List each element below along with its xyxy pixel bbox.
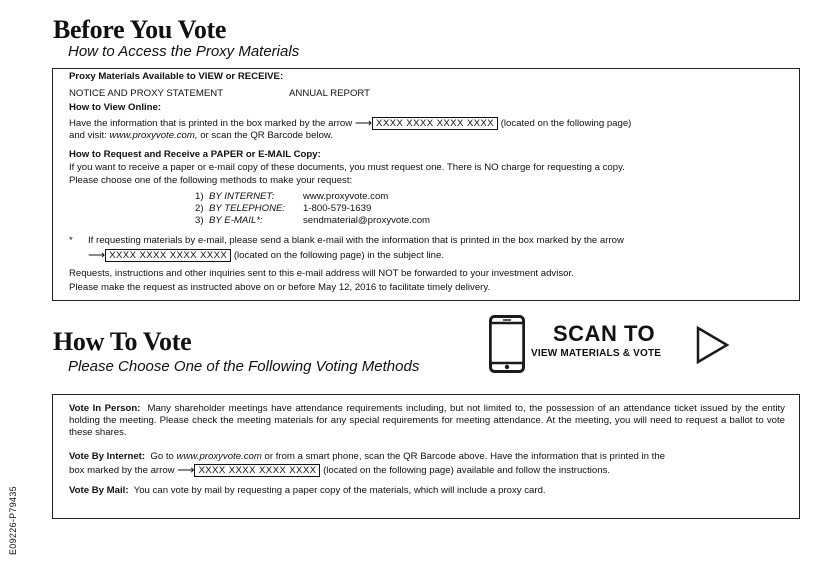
view-heading: How to View Online: — [69, 102, 162, 113]
vote-by-internet: Vote By Internet: Go to www.proxyvote.com or from a smart phone, scan the QR Barcode above. Have the information that is printed in the — [69, 451, 665, 462]
control-code-box: XXXX XXXX XXXX XXXX — [105, 249, 231, 262]
scan-subtitle: VIEW MATERIALS & VOTE — [531, 348, 662, 359]
proxyvote-link[interactable]: www.proxyvote.com, — [109, 130, 198, 141]
arrow-right-icon: ⟶ — [88, 248, 106, 262]
play-triangle-icon — [696, 326, 730, 364]
request-text-1: If you want to receive a paper or e-mail copy of these documents, you must request one. There is NO charge for requesting a copy. — [69, 162, 625, 173]
vote-by-internet-line-2: box marked by the arrow ⟶ XXXX XXXX XXXX XXXX (located on the following page) available and follow the instructions. — [69, 463, 611, 477]
control-code-box: XXXX XXXX XXXX XXXX — [194, 464, 320, 477]
proxyvote-link[interactable]: www.proxyvote.com — [176, 451, 262, 462]
arrow-right-icon: ⟶ — [177, 463, 195, 477]
method-email-value[interactable]: sendmaterial@proxyvote.com — [303, 215, 431, 226]
footnote-text: If requesting materials by e-mail, please send a blank e-mail with the information that is printed in the box marked by the arrow — [88, 235, 624, 246]
request-text-2: Please choose one of the following methods to make your request: — [69, 175, 353, 186]
footnote-line-2: ⟶ XXXX XXXX XXXX XXXX (located on the following page) in the subject line. — [88, 248, 444, 262]
view-line-2: and visit: www.proxyvote.com, or scan the QR Barcode below. — [69, 130, 333, 141]
method-telephone-value[interactable]: 1-800-579-1639 — [303, 203, 372, 214]
method-telephone: 2) BY TELEPHONE: 1-800-579-1639 — [195, 203, 430, 215]
request-methods — [195, 191, 430, 227]
material-notice: NOTICE AND PROXY STATEMENT — [69, 88, 224, 99]
access-materials-box — [52, 68, 800, 301]
control-code-box: XXXX XXXX XXXX XXXX — [372, 117, 498, 130]
before-subtitle: How to Access the Proxy Materials — [68, 43, 300, 60]
footnote-star: * — [69, 235, 73, 246]
scan-title: SCAN TO — [553, 321, 656, 346]
method-email: 3) BY E-MAIL*: sendmaterial@proxyvote.com — [195, 215, 431, 226]
vote-in-person: Vote In Person: Many shareholder meetings have attendance requirements including, but not limited to, the possession of an attendance ticket issued by the entity holding the meeting. Please check the meeting materials for any special requirements for meeting attendance. At the meeting, you will need to request a ballot to vote these shares. — [69, 403, 785, 438]
note-deadline: Please make the request as instructed above on or before May 12, 2016 to facilitate timely delivery. — [69, 282, 491, 293]
smartphone-icon — [489, 315, 525, 373]
method-internet: 1) BY INTERNET: www.proxyvote.com — [195, 191, 430, 203]
vote-by-mail: Vote By Mail: You can vote by mail by requesting a paper copy of the materials, which will include a proxy card. — [69, 485, 546, 496]
how-subtitle: Please Choose One of the Following Voting Methods — [68, 358, 420, 375]
available-heading: Proxy Materials Available to VIEW or RECEIVE: — [69, 71, 284, 82]
method-internet-value[interactable]: www.proxyvote.com — [303, 191, 389, 202]
arrow-right-icon: ⟶ — [354, 116, 373, 130]
how-title: How To Vote — [53, 327, 192, 356]
note-advisor: Requests, instructions and other inquiries sent to this e-mail address will NOT be forwarded to your investment advisor. — [69, 268, 574, 279]
before-title: Before You Vote — [53, 15, 227, 44]
request-heading: How to Request and Receive a PAPER or E-MAIL Copy: — [69, 149, 321, 160]
material-annual-report: ANNUAL REPORT — [289, 88, 371, 99]
voting-methods-box — [52, 394, 800, 519]
side-document-code: E09226-P79435 — [8, 486, 18, 555]
view-line-1: Have the information that is printed in the box marked by the arrow ⟶ XXXX XXXX XXXX XXXX (located on the following page) — [69, 116, 632, 130]
